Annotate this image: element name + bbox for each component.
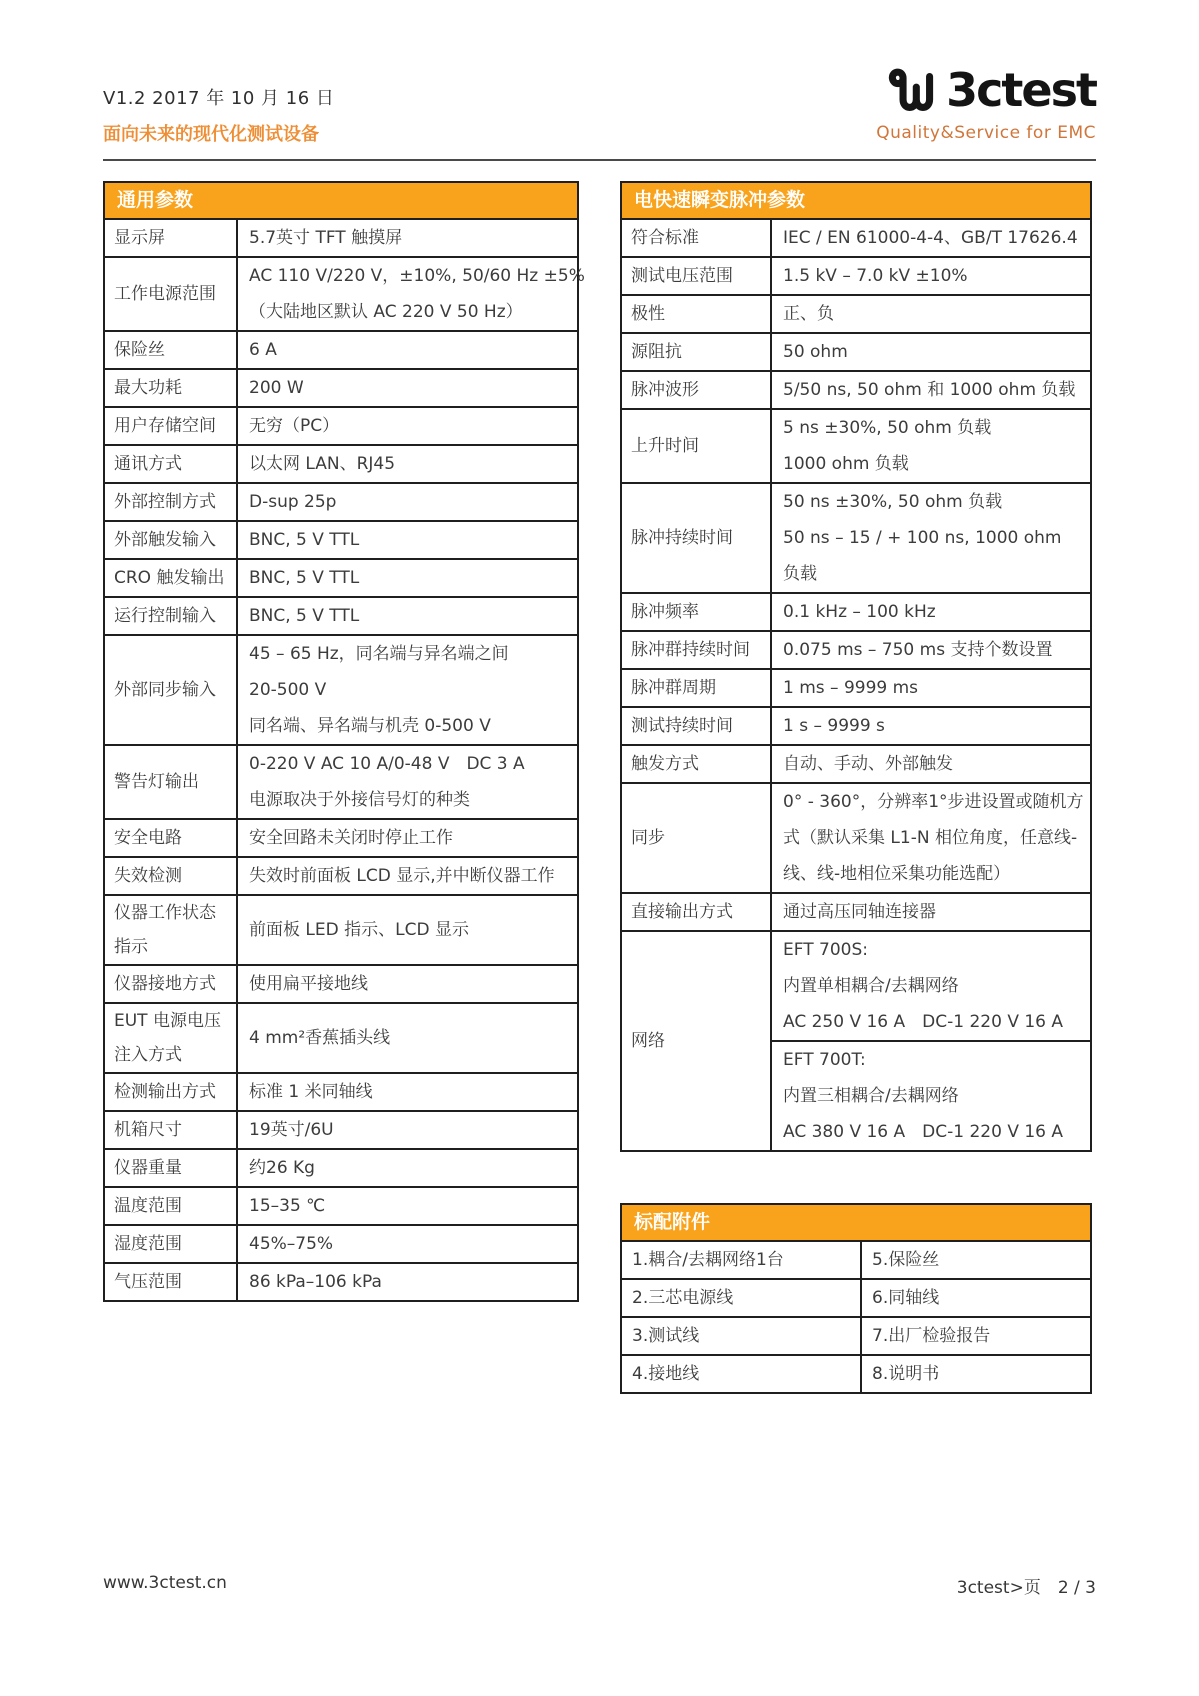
value-cell [772, 932, 1090, 1150]
table-row [105, 1262, 577, 1300]
cell-line: 安全回路未关闭时停止工作 [249, 828, 453, 848]
cell-line: BNC, 5 V TTL [249, 606, 360, 626]
accessory-cell [862, 1242, 1090, 1278]
value-cell [238, 1074, 577, 1110]
logo-name: 3ctest [946, 63, 1096, 117]
value-group [238, 258, 585, 330]
value-group [238, 858, 577, 894]
cell-line: 1 ms – 9999 ms [783, 678, 919, 698]
cell-line: 脉冲持续时间 [631, 528, 733, 548]
cell-line: 测试电压范围 [631, 266, 733, 286]
value-cell [238, 1188, 577, 1224]
value-cell [238, 1112, 577, 1148]
value-group [238, 598, 577, 634]
cell-line: 源阻抗 [631, 342, 682, 362]
table-row [105, 482, 577, 520]
value-group [772, 220, 1090, 256]
cell-line: 1.耦合/去耦网络1台 [632, 1250, 784, 1270]
cell-line: 正、负 [783, 304, 834, 324]
table-eft-parameters [620, 181, 1092, 1152]
cell-line: AC 250 V 16 A DC-1 220 V 16 A [783, 1012, 1064, 1032]
value-group [238, 408, 577, 444]
value-cell [238, 1264, 577, 1300]
table-row [105, 744, 577, 818]
label-cell [105, 1226, 238, 1262]
label-cell [105, 896, 238, 964]
label-cell [105, 636, 238, 744]
value-cell [238, 598, 577, 634]
cell-line: 直接输出方式 [631, 902, 733, 922]
cell-line: D-sup 25p [249, 492, 337, 512]
label-cell [105, 598, 238, 634]
table-row [622, 482, 1090, 592]
cell-line: 通过高压同轴连接器 [783, 902, 936, 922]
label-cell [622, 632, 772, 668]
value-cell [238, 332, 577, 368]
label-cell [622, 258, 772, 294]
table-row [105, 256, 585, 330]
label-cell [105, 332, 238, 368]
cell-line: 仪器接地方式 [114, 974, 216, 994]
cell-line: CRO 触发输出 [114, 568, 225, 588]
value-cell [238, 858, 577, 894]
cell-line: 2.三芯电源线 [632, 1288, 734, 1308]
accessory-cell [622, 1356, 862, 1392]
value-cell [772, 372, 1090, 408]
label-cell [105, 408, 238, 444]
cell-line: 外部控制方式 [114, 492, 216, 512]
table-row [622, 256, 1090, 294]
value-cell [238, 896, 577, 964]
label-cell [105, 858, 238, 894]
label-cell [105, 1112, 238, 1148]
value-cell [238, 446, 577, 482]
cell-line: （大陆地区默认 AC 220 V 50 Hz） [249, 302, 523, 322]
accessory-cell [862, 1280, 1090, 1316]
cell-line: 5.7英寸 TFT 触摸屏 [249, 228, 403, 248]
table-title: 标配附件 [622, 1205, 1090, 1240]
value-group [238, 636, 577, 744]
version-text: V1.2 2017 年 10 月 16 日 [103, 88, 335, 109]
table-row [622, 1278, 1090, 1316]
value-group [238, 484, 577, 520]
cell-line: 50 ohm [783, 342, 848, 362]
table-row [622, 332, 1090, 370]
cell-line: 失效时前面板 LCD 显示,并中断仪器工作 [249, 866, 555, 886]
table-title: 电快速瞬变脉冲参数 [622, 183, 1090, 218]
value-cell [238, 258, 585, 330]
cell-line: 无穷（PC） [249, 416, 340, 436]
cell-line: 仪器工作状态 [114, 903, 216, 923]
table-row [105, 856, 577, 894]
value-cell [238, 370, 577, 406]
cell-line: 线、线-地相位采集功能选配） [783, 864, 1011, 884]
cell-line: 前面板 LED 指示、LCD 显示 [249, 920, 469, 940]
value-cell [772, 258, 1090, 294]
table-row [622, 1354, 1090, 1392]
label-cell [105, 1188, 238, 1224]
cell-line: 运行控制输入 [114, 606, 216, 626]
table-row [105, 964, 577, 1002]
cell-line: 5.保险丝 [872, 1250, 940, 1270]
cell-line: 显示屏 [114, 228, 165, 248]
label-cell [622, 372, 772, 408]
cell-line: 4.接地线 [632, 1364, 700, 1384]
table-row [105, 368, 577, 406]
cell-line: 警告灯输出 [114, 772, 199, 792]
label-cell [622, 296, 772, 332]
value-group [772, 894, 1090, 930]
value-group [772, 258, 1090, 294]
value-group [238, 370, 577, 406]
value-group [772, 632, 1090, 668]
table-row [105, 634, 577, 744]
cell-line: AC 110 V/220 V，±10%, 50/60 Hz ±5% [249, 266, 585, 286]
label-cell [105, 446, 238, 482]
cell-line: 6.同轴线 [872, 1288, 940, 1308]
table-row [105, 1186, 577, 1224]
cell-line: 用户存储空间 [114, 416, 216, 436]
table-row [622, 294, 1090, 332]
cell-line: EFT 700T: [783, 1050, 866, 1070]
cell-line: 上升时间 [631, 436, 699, 456]
table-row [105, 1002, 577, 1072]
value-group [772, 334, 1090, 370]
table-row [105, 1110, 577, 1148]
value-cell [772, 632, 1090, 668]
cell-line: 0° - 360°，分辨率1°步进设置或随机方 [783, 792, 1084, 812]
label-cell [105, 820, 238, 856]
table-row [105, 558, 577, 596]
value-group [772, 932, 1090, 1040]
table-row [105, 218, 577, 256]
cell-line: 4 mm²香蕉插头线 [249, 1028, 391, 1048]
accessory-cell [862, 1356, 1090, 1392]
cell-line: EFT 700S: [783, 940, 868, 960]
cell-line: 0.1 kHz – 100 kHz [783, 602, 936, 622]
cell-line: 电源取决于外接信号灯的种类 [249, 790, 470, 810]
cell-line: 1000 ohm 负载 [783, 454, 909, 474]
company-tagline: 面向未来的现代化测试设备 [103, 124, 319, 145]
cell-line: 8.说明书 [872, 1364, 940, 1384]
cell-line: 5/50 ns, 50 ohm 和 1000 ohm 负载 [783, 380, 1076, 400]
value-group [238, 1074, 577, 1110]
cell-line: 式（默认采集 L1-N 相位角度，任意线- [783, 828, 1078, 848]
accessory-cell [622, 1242, 862, 1278]
table-row [622, 1316, 1090, 1354]
value-cell [772, 894, 1090, 930]
table-body [622, 218, 1090, 1150]
value-cell [238, 522, 577, 558]
value-cell [772, 708, 1090, 744]
table-row [622, 218, 1090, 256]
cell-line: 6 A [249, 340, 277, 360]
footer-website-link[interactable]: www.3ctest.cn [103, 1573, 227, 1593]
cell-line: 3.测试线 [632, 1326, 700, 1346]
table-row [622, 930, 1090, 1150]
cell-line: 使用扁平接地线 [249, 974, 368, 994]
table-row [622, 744, 1090, 782]
value-cell [238, 966, 577, 1002]
value-group [238, 1112, 577, 1148]
table-row [622, 706, 1090, 744]
label-cell [622, 484, 772, 592]
table-row [622, 668, 1090, 706]
value-cell [772, 746, 1090, 782]
value-group [238, 220, 577, 256]
value-cell [238, 1150, 577, 1186]
accessory-cell [862, 1318, 1090, 1354]
value-group [772, 484, 1090, 592]
cell-line: 外部同步输入 [114, 680, 216, 700]
cell-line: 检测输出方式 [114, 1082, 216, 1102]
label-cell [622, 894, 772, 930]
table-row [105, 406, 577, 444]
cell-line: 50 ns – 15 / + 100 ns, 1000 ohm [783, 528, 1062, 548]
value-group [772, 594, 1090, 630]
cell-line: 45%–75% [249, 1234, 334, 1254]
value-cell [238, 560, 577, 596]
table-row [105, 818, 577, 856]
cell-line: 工作电源范围 [114, 284, 216, 304]
accessory-cell [622, 1318, 862, 1354]
label-cell [105, 484, 238, 520]
value-cell [772, 296, 1090, 332]
value-group [772, 746, 1090, 782]
table-row [105, 520, 577, 558]
cell-line: 45 – 65 Hz，同名端与异名端之间 [249, 644, 509, 664]
value-cell [772, 220, 1090, 256]
value-group [772, 372, 1090, 408]
table-row [105, 1148, 577, 1186]
footer-page-number: 3ctest>页 2 / 3 [956, 1578, 1096, 1598]
header-rule [103, 159, 1096, 161]
cell-line: 1.5 kV – 7.0 kV ±10% [783, 266, 968, 286]
value-cell [238, 636, 577, 744]
cell-line: 外部触发输入 [114, 530, 216, 550]
table-row [105, 596, 577, 634]
value-cell [772, 784, 1090, 892]
cell-line: 15–35 ℃ [249, 1196, 326, 1216]
table-row [622, 1240, 1090, 1278]
value-cell [238, 484, 577, 520]
table-row [622, 592, 1090, 630]
cell-line: IEC / EN 61000-4-4、GB/T 17626.4 [783, 228, 1078, 248]
label-cell [105, 370, 238, 406]
cell-line: 注入方式 [114, 1045, 182, 1065]
cell-line: 脉冲群持续时间 [631, 640, 750, 660]
label-cell [622, 784, 772, 892]
label-cell [622, 220, 772, 256]
cell-line: 7.出厂检验报告 [872, 1326, 991, 1346]
cell-line: 极性 [631, 304, 665, 324]
cell-line: 0.075 ms – 750 ms 支持个数设置 [783, 640, 1053, 660]
value-cell [772, 484, 1090, 592]
cell-line: 气压范围 [114, 1272, 182, 1292]
cell-line: 标准 1 米同轴线 [249, 1082, 373, 1102]
table-row [622, 782, 1090, 892]
value-group [238, 746, 577, 818]
cell-line: 温度范围 [114, 1196, 182, 1216]
cell-line: BNC, 5 V TTL [249, 568, 360, 588]
label-cell [622, 410, 772, 482]
label-cell [105, 1150, 238, 1186]
table-standard-accessories [620, 1203, 1092, 1394]
cell-line: 200 W [249, 378, 304, 398]
value-cell [238, 1226, 577, 1262]
value-cell [238, 408, 577, 444]
label-cell [105, 746, 238, 818]
cell-line: 以太网 LAN、RJ45 [249, 454, 396, 474]
table-row [622, 370, 1090, 408]
table-row [105, 330, 577, 368]
value-group [238, 820, 577, 856]
cell-line: 50 ns ±30%, 50 ohm 负载 [783, 492, 1003, 512]
value-group [238, 1226, 577, 1262]
label-cell [105, 1074, 238, 1110]
table-title: 通用参数 [105, 183, 577, 218]
table-row [105, 444, 577, 482]
logo [876, 64, 1096, 143]
value-cell [238, 820, 577, 856]
cell-line: 自动、手动、外部触发 [783, 754, 953, 774]
value-cell [238, 746, 577, 818]
value-group [238, 332, 577, 368]
label-cell [622, 708, 772, 744]
table-row [622, 630, 1090, 668]
cell-line: 通讯方式 [114, 454, 182, 474]
value-group [772, 708, 1090, 744]
value-group [238, 912, 577, 948]
cell-line: 保险丝 [114, 340, 165, 360]
value-cell [238, 1004, 577, 1072]
cell-line: AC 380 V 16 A DC-1 220 V 16 A [783, 1122, 1064, 1142]
value-group [238, 1188, 577, 1224]
cell-line: 20-500 V [249, 680, 327, 700]
label-cell [622, 334, 772, 370]
accessory-cell [622, 1280, 862, 1316]
cell-line: 脉冲群周期 [631, 678, 716, 698]
table-general-parameters [103, 181, 585, 1302]
value-group [772, 410, 1090, 482]
table-row [105, 1072, 577, 1110]
value-group [772, 1040, 1090, 1150]
w-loop-icon [888, 64, 934, 116]
cell-line: EUT 电源电压 [114, 1011, 221, 1031]
cell-line: 脉冲波形 [631, 380, 699, 400]
label-cell [105, 522, 238, 558]
table-body [622, 1240, 1090, 1392]
table-body [105, 218, 585, 1300]
cell-line: 触发方式 [631, 754, 699, 774]
cell-line: 约26 Kg [249, 1158, 315, 1178]
cell-line: 湿度范围 [114, 1234, 182, 1254]
value-group [772, 296, 1090, 332]
cell-line: 同步 [631, 828, 665, 848]
label-cell [622, 670, 772, 706]
label-cell [622, 594, 772, 630]
logo-tagline: Quality&Service for EMC [876, 123, 1096, 143]
label-cell [105, 560, 238, 596]
value-group [238, 1264, 577, 1300]
table-row [105, 894, 577, 964]
value-group [238, 1020, 577, 1056]
value-group [238, 522, 577, 558]
cell-line: 负载 [783, 564, 817, 584]
cell-line: 内置三相耦合/去耦网络 [783, 1086, 959, 1106]
cell-line: 0-220 V AC 10 A/0-48 V DC 3 A [249, 754, 525, 774]
cell-line: 测试持续时间 [631, 716, 733, 736]
cell-line: 安全电路 [114, 828, 182, 848]
label-cell [105, 220, 238, 256]
cell-line: 符合标准 [631, 228, 699, 248]
label-cell [622, 932, 772, 1150]
cell-line: 仪器重量 [114, 1158, 182, 1178]
value-group [238, 446, 577, 482]
value-cell [772, 594, 1090, 630]
cell-line: 指示 [114, 937, 148, 957]
value-cell [772, 670, 1090, 706]
value-group [238, 966, 577, 1002]
cell-line: BNC, 5 V TTL [249, 530, 360, 550]
cell-line: 机箱尺寸 [114, 1120, 182, 1140]
value-group [772, 670, 1090, 706]
cell-line: 同名端、异名端与机壳 0-500 V [249, 716, 491, 736]
cell-line: 失效检测 [114, 866, 182, 886]
table-row [105, 1224, 577, 1262]
table-row [622, 892, 1090, 930]
label-cell [622, 746, 772, 782]
cell-line: 1 s – 9999 s [783, 716, 885, 736]
label-cell [105, 1004, 238, 1072]
cell-line: 86 kPa–106 kPa [249, 1272, 382, 1292]
value-group [238, 560, 577, 596]
label-cell [105, 258, 238, 330]
cell-line: 内置单相耦合/去耦网络 [783, 976, 959, 996]
cell-line: 最大功耗 [114, 378, 182, 398]
cell-line: 19英寸/6U [249, 1120, 334, 1140]
label-cell [105, 966, 238, 1002]
value-group [772, 784, 1090, 892]
value-group [238, 1150, 577, 1186]
cell-line: 5 ns ±30%, 50 ohm 负载 [783, 418, 992, 438]
value-cell [772, 334, 1090, 370]
value-cell [238, 220, 577, 256]
cell-line: 脉冲频率 [631, 602, 699, 622]
value-cell [772, 410, 1090, 482]
cell-line: 网络 [631, 1031, 665, 1051]
table-row [622, 408, 1090, 482]
label-cell [105, 1264, 238, 1300]
